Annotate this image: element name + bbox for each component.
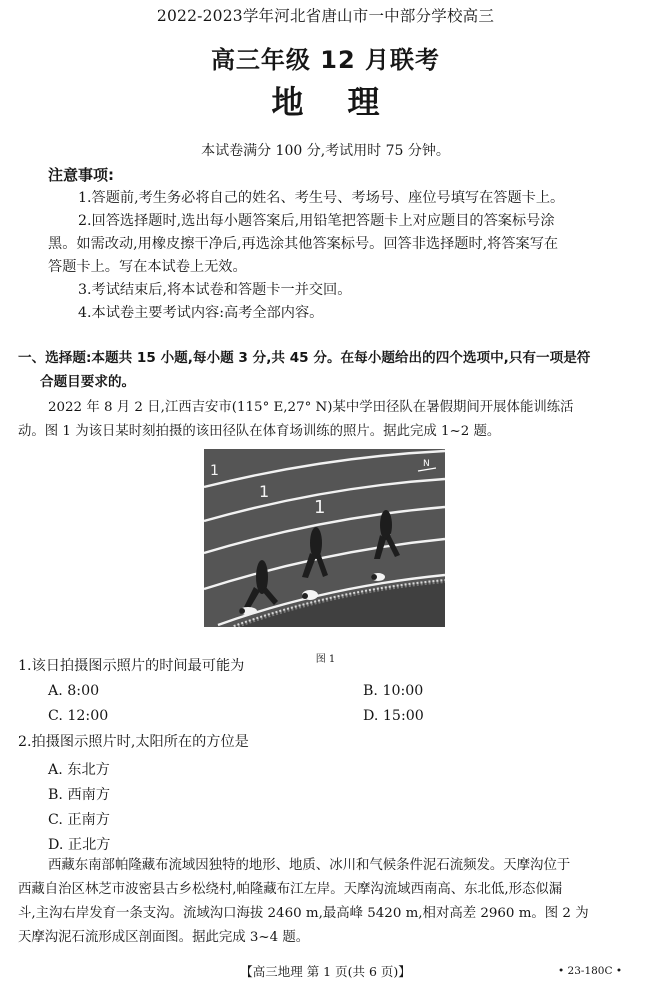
section-heading-cont: 合题目要求的。 <box>40 374 136 390</box>
question-option: B. 10:00 <box>363 683 424 699</box>
notice-item: 1.答题前,考生务必将自己的姓名、考生号、考场号、座位号填写在答题卡上。 <box>78 190 565 206</box>
question-option: D. 15:00 <box>363 708 424 724</box>
passage-text: 西藏自治区林芝市波密县古乡松绕村,帕隆藏布江左岸。天摩沟流域西南高、东北低,形态似漏 <box>18 882 563 897</box>
exam-info: 本试卷满分 100 分,考试用时 75 分钟。 <box>201 143 450 159</box>
passage-text: 斗,主沟右岸发育一条支沟。流域沟口海拔 2460 m,最高峰 5420 m,相对高差 2960 m。图 2 为 <box>18 906 589 921</box>
lane-number: 1 <box>259 482 270 501</box>
question-stem: 2.拍摄图示照片时,太阳所在的方位是 <box>18 734 249 750</box>
exam-source-title: 2022-2023学年河北省唐山市一中部分学校高三 <box>156 7 495 25</box>
intro-text: 2022 年 8 月 2 日,江西吉安市(115° E,27° N)某中学田径队在暑假期间开展体能训练活 <box>48 400 574 415</box>
notice-item: 答题卡上。写在本试卷上无效。 <box>48 259 247 275</box>
question-option: A. 8:00 <box>48 683 100 699</box>
question-option: D. 正北方 <box>48 837 111 853</box>
question-option: C. 12:00 <box>48 708 109 724</box>
subject-title: 地理 <box>271 83 424 121</box>
passage-text: 西藏东南部帕隆藏布流域因独特的地形、地质、冰川和气候条件泥石流频发。天摩沟位于 <box>48 858 571 873</box>
question-option: B. 西南方 <box>48 787 111 803</box>
notice-title: 注意事项: <box>48 166 114 184</box>
notice-item: 3.考试结束后,将本试卷和答题卡一并交回。 <box>78 282 352 298</box>
lane-number: 1 <box>314 497 326 518</box>
notice-item: 黑。如需改动,用橡皮擦干净后,再选涂其他答案标号。回答非选择题时,将答案写在 <box>48 236 559 252</box>
notice-item: 4.本试卷主要考试内容:高考全部内容。 <box>78 305 324 321</box>
exam-title: 高三年级 12 月联考 <box>210 46 441 74</box>
exam-code: • 23-180C • <box>558 965 623 977</box>
notice-item: 2.回答选择题时,选出每小题答案后,用铅笔把答题卡上对应题目的答案标号涂 <box>78 213 555 229</box>
page-footer: 【高三地理 第 1 页(共 6 页)】 <box>240 964 411 979</box>
figure-caption: 图 1 <box>315 654 336 665</box>
question-option: C. 正南方 <box>48 812 110 828</box>
question-option: A. 东北方 <box>48 762 110 778</box>
lane-number: 1 <box>210 463 219 479</box>
north-label: N <box>423 459 430 469</box>
question-stem: 1.该日拍摄图示照片的时间最可能为 <box>18 658 245 674</box>
section-heading: 一、选择题:本题共 15 小题,每小题 3 分,共 45 分。在每小题给出的四个选项中,只有一项是符 <box>18 350 591 366</box>
passage-text: 天摩沟泥石流形成区剖面图。据此完成 3~4 题。 <box>18 930 310 945</box>
intro-text: 动。图 1 为该日某时刻拍摄的该田径队在体育场训练的照片。据此完成 1~2 题。 <box>18 424 501 439</box>
track-photo <box>204 449 445 627</box>
